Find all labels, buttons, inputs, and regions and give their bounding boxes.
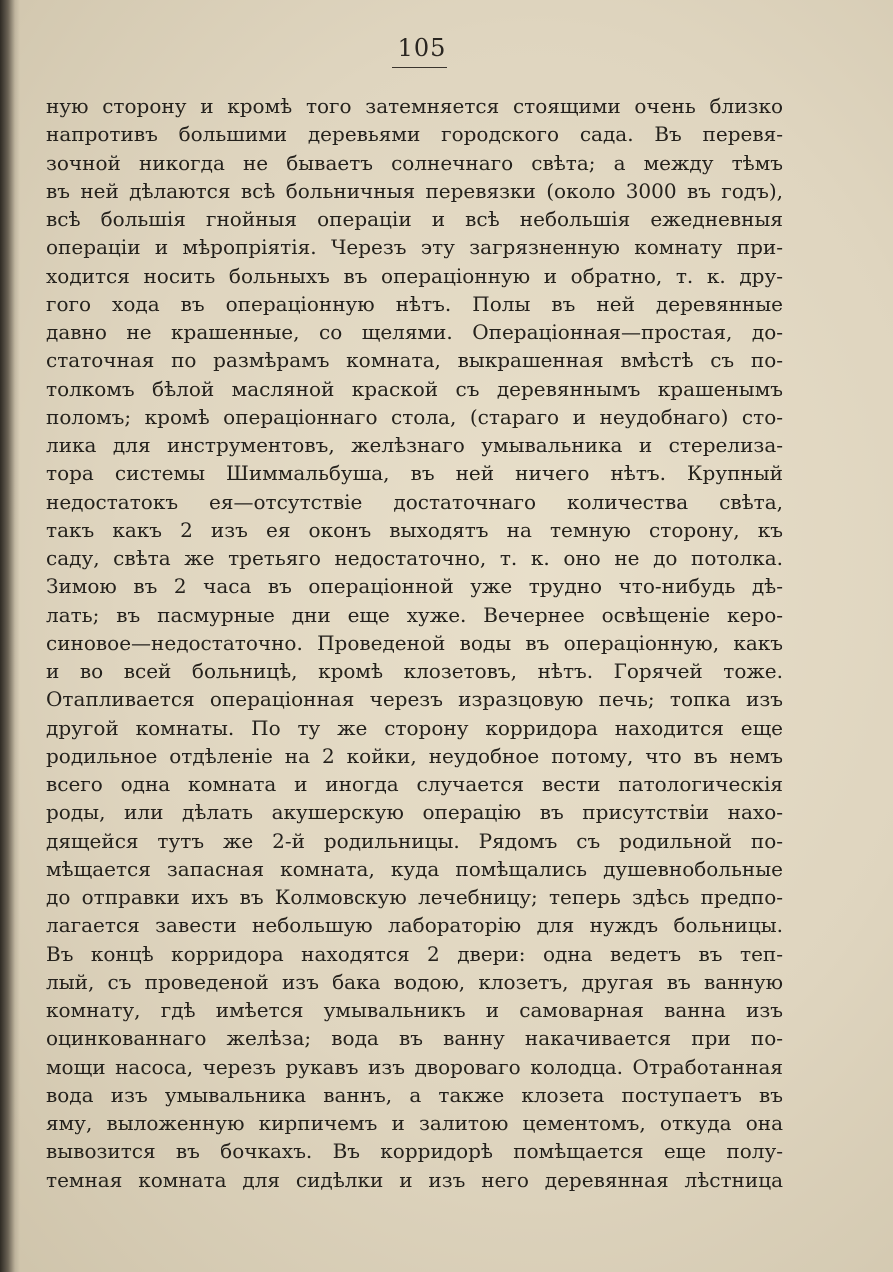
text-line: лый, съ проведеной изъ бака водою, клозетъ, другая въ ванную	[46, 969, 783, 994]
text-line: комнату, гдѣ имѣется умывальникъ и самоварная ванна изъ	[46, 998, 783, 1022]
text-line: до отправки ихъ въ Колмовскую лечебницу; теперь здѣсь предпо-	[46, 885, 783, 909]
text-line: оцинкованнаго желѣза; вода въ ванну накачивается при по-	[46, 1026, 783, 1051]
body-text	[46, 92, 783, 1194]
text-line: ходится носить больныхъ въ операціонную и обратно, т. к. дру-	[46, 263, 783, 288]
text-line: и во всей больницѣ, кромѣ клозетовъ, нѣтъ. Горячей тоже.	[46, 659, 783, 683]
text-line: всѣ большія гнойныя операціи и всѣ небольшія ежедневныя	[46, 207, 783, 231]
text-line: недостатокъ ея—отсутствіе достаточнаго количества свѣта,	[46, 489, 783, 514]
text-line: вывозится въ бочкахъ. Въ корридорѣ помѣщается еще полу-	[46, 1139, 783, 1164]
text-line: лагается завести небольшую лабораторію для нуждъ больницы.	[46, 913, 783, 938]
text-line: синовое—недостаточно. Проведеной воды въ операціонную, какъ	[46, 630, 783, 655]
text-line: саду, свѣта же третьяго недостаточно, т. к. оно не до потолка.	[46, 546, 783, 570]
binding-gutter-shadow	[0, 0, 20, 1272]
text-line: дящейся тутъ же 2-й родильницы. Рядомъ съ родильной по-	[46, 828, 783, 853]
text-line: вода изъ умывальника ваннъ, а также клозета поступаетъ въ	[46, 1082, 783, 1107]
text-line: толкомъ бѣлой масляной краской съ деревяннымъ крашенымъ	[46, 376, 783, 401]
text-line: въ ней дѣлаются всѣ больничныя перевязки (около 3000 въ годъ),	[46, 178, 783, 203]
text-line: Въ концѣ корридора находятся 2 двери: одна ведетъ въ теп-	[46, 941, 783, 966]
text-line: напротивъ большими деревьями городского сада. Въ перевя-	[46, 122, 783, 147]
text-line: давно не крашенные, со щелями. Операціонная—простая, до-	[46, 320, 783, 344]
text-line: мѣщается запасная комната, куда помѣщались душевнобольные	[46, 856, 783, 881]
text-line: яму, выложенную кирпичемъ и залитою цементомъ, откуда она	[46, 1111, 783, 1135]
page-number: 105	[397, 34, 447, 62]
text-line: мощи насоса, черезъ рукавъ изъ двороваго колодца. Отработанная	[46, 1054, 783, 1079]
text-line: операціи и мѣропріятія. Черезъ эту загрязненную комнату при-	[46, 235, 783, 260]
text-line: родильное отдѣленіе на 2 койки, неудобное потому, что въ немъ	[46, 743, 783, 768]
text-line: Отапливается операціонная черезъ изразцовую печь; топка изъ	[46, 687, 783, 712]
text-line: лать; въ пасмурные дни еще хуже. Вечернее освѣщеніе керо-	[46, 602, 783, 627]
page-number-underline	[392, 67, 447, 68]
text-line: роды, или дѣлать акушерскую операцію въ присутствіи нахо-	[46, 800, 783, 825]
text-line: темная комната для сидѣлки и изъ него деревянная лѣстница	[46, 1167, 783, 1192]
text-line: другой комнаты. По ту же сторону корридора находится еще	[46, 715, 783, 740]
text-line: такъ какъ 2 изъ ея оконъ выходятъ на темную сторону, къ	[46, 517, 783, 542]
text-line: тора системы Шиммальбуша, въ ней ничего нѣтъ. Крупный	[46, 461, 783, 486]
text-line: ную сторону и кромѣ того затемняется стоящими очень близко	[46, 94, 783, 118]
text-line: гого хода въ операціонную нѣтъ. Полы въ ней деревянные	[46, 291, 783, 316]
text-line: статочная по размѣрамъ комната, выкрашенная вмѣстѣ съ по-	[46, 348, 783, 373]
text-line: поломъ; кромѣ операціоннаго стола, (стараго и неудобнаго) сто-	[46, 404, 783, 429]
text-line: лика для инструментовъ, желѣзнаго умывальника и стерелиза-	[46, 433, 783, 457]
text-line: зочной никогда не бываетъ солнечнаго свѣта; а между тѣмъ	[46, 150, 783, 175]
text-line: всего одна комната и иногда случается вести патологическія	[46, 772, 783, 796]
text-line: Зимою въ 2 часа въ операціонной уже трудно что-нибудь дѣ-	[46, 574, 783, 599]
